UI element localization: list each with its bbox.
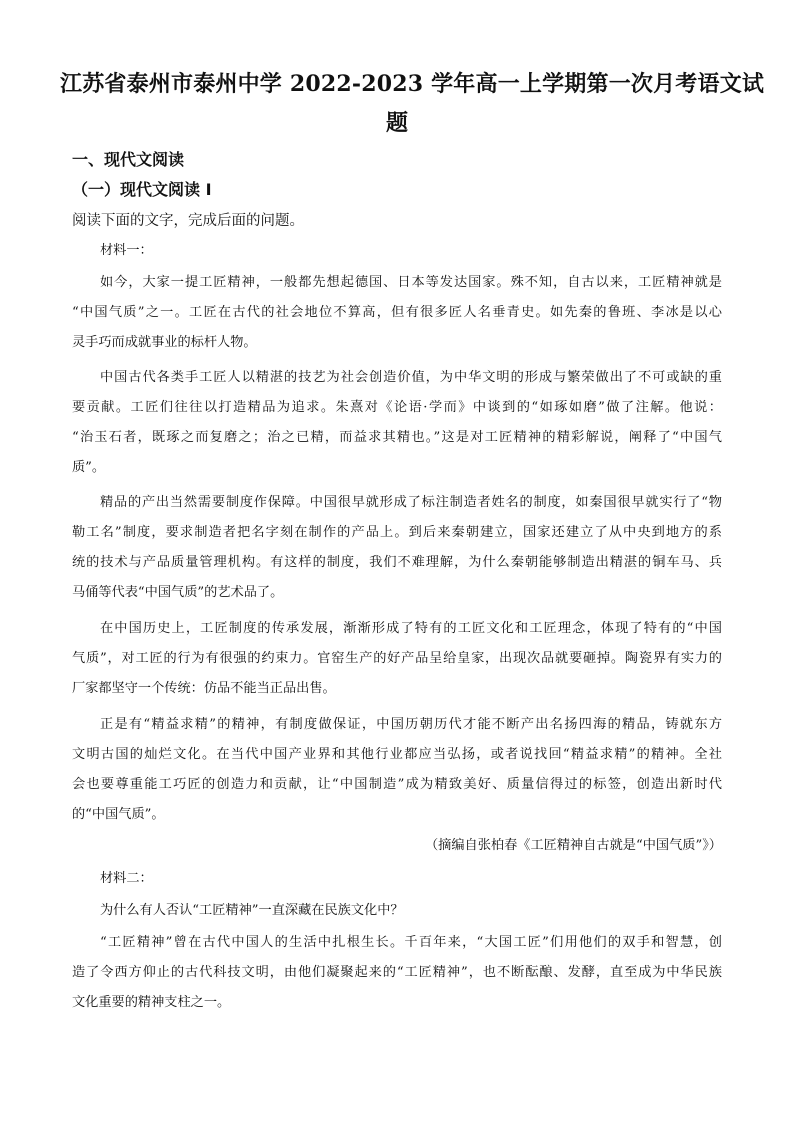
document-title-line-1: 江苏省泰州市泰州中学 2022-2023 学年高一上学期第一次月考语文试 [60, 71, 765, 97]
paragraph-line: 勒工名”制度，要求制造者把名字刻在制作的产品上。到后来秦朝建立，国家还建立了从中央到地方的系 [72, 525, 722, 540]
paragraph-line: 文明古国的灿烂文化。在当代中国产业界和其他行业都应当弘扬，或者说找回“精益求精”的精神。全社 [72, 747, 722, 762]
material1-label: 材料一： [100, 243, 153, 258]
material2-label: 材料二： [100, 871, 153, 886]
paragraph-line: 造了令西方仰止的古代科技文明，由他们凝聚起来的“工匠精神”，也不断酝酿、发酵，直至成为中华民族 [72, 965, 722, 980]
paragraph-line: 文化重要的精神支柱之一。 [72, 995, 231, 1010]
subsection-heading: （一）现代文阅读 I [72, 180, 212, 199]
paragraph-line: 中国古代各类手工匠人以精湛的技艺为社会创造价值，为中华文明的形成与繁荣做出了不可或缺的重 [100, 370, 722, 385]
paragraph-line: 质”。 [72, 460, 106, 475]
source-note: （摘编自张柏春《工匠精神自古就是“中国气质”》） [424, 838, 722, 853]
paragraph-line: “工匠精神”曾在古代中国人的生活中扎根生长。千百年来，“大国工匠”们用他们的双手和智慧，创 [100, 935, 722, 950]
paragraph-line: 在中国历史上，工匠制度的传承发展，渐渐形成了特有的工匠文化和工匠理念，体现了特有的“中国 [100, 621, 722, 636]
paragraph-line: 正是有“精益求精”的精神，有制度做保证，中国历朝历代才能不断产出名扬四海的精品，铸就东方 [100, 717, 722, 732]
document-title-line-2: 题 [385, 110, 408, 136]
paragraph-line: 厂家都坚守一个传统：仿品不能当正品出售。 [72, 681, 336, 696]
paragraph-line: “治玉石者，既琢之而复磨之；治之已精，而益求其精也。”这是对工匠精神的精彩解说，阐释了“中国气 [72, 430, 722, 445]
paragraph-line: 为什么有人否认“工匠精神”一直深藏在民族文化中？ [100, 903, 404, 918]
paragraph-line: 马俑等代表“中国气质”的艺术品了。 [72, 585, 284, 600]
section-heading: 一、现代文阅读 [72, 150, 185, 169]
paragraph-line: 精品的产出当然需要制度作保障。中国很早就形成了标注制造者姓名的制度，如秦国很早就实行了“物 [100, 495, 722, 510]
paragraph-line: 如今，大家一提工匠精神，一般都先想起德国、日本等发达国家。殊不知，自古以来，工匠精神就是 [100, 275, 722, 290]
paragraph-line: 统的技术与产品质量管理机构。有这样的制度，我们不难理解，为什么秦朝能够制造出精湛的铜车马、兵 [72, 555, 722, 570]
paragraph-line: “中国气质”之一。工匠在古代的社会地位不算高，但有很多匠人名垂青史。如先秦的鲁班、李冰是以心 [72, 305, 722, 320]
paragraph-line: 要贡献。工匠们往往以打造精品为追求。朱熹对《论语·学而》中谈到的“如琢如磨”做了注解。他说： [72, 400, 722, 415]
paragraph-line: 会也要尊重能工巧匠的创造力和贡献，让“中国制造”成为精致美好、质量信得过的标签，创造出新时代 [72, 777, 722, 792]
paragraph-line: 气质”，对工匠的行为有很强的约束力。官窑生产的好产品呈给皇家，出现次品就要砸掉。陶瓷界有实力的 [72, 651, 722, 666]
paragraph-line: 的“中国气质”。 [72, 807, 165, 822]
paragraph-line: 灵手巧而成就事业的标杆人物。 [72, 335, 257, 350]
instruction-text: 阅读下面的文字，完成后面的问题。 [72, 213, 304, 229]
